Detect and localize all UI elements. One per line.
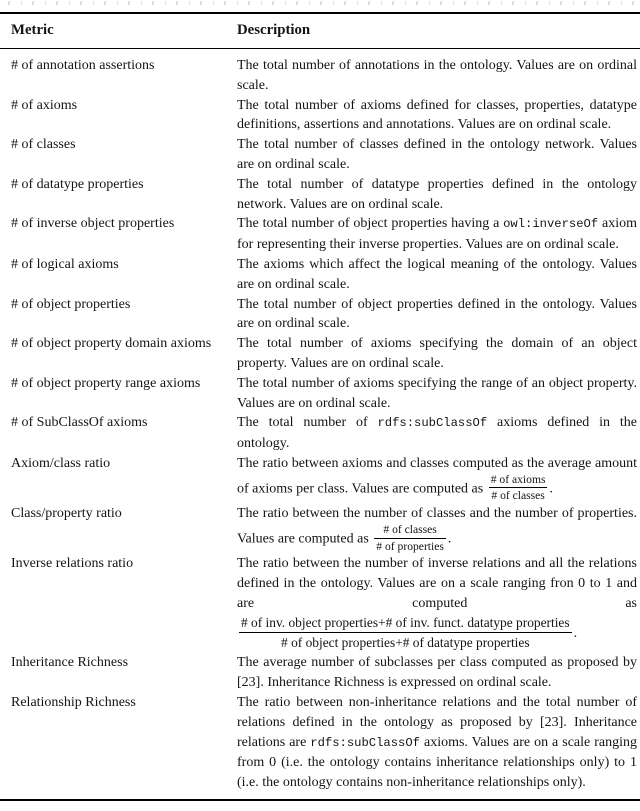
table-row bbox=[0, 255, 640, 295]
description-cell: The ratio between the number of classes and the number of properties. Values are computed as $\frac{\text{\# of classes}}{\text{\# of properties}}$ . bbox=[237, 506, 637, 553]
description-cell: The total number of annotations in the ontology. Values are on ordinal scale. bbox=[237, 58, 637, 93]
code-term: rdfs:subClassOf bbox=[377, 416, 488, 431]
metric-cell: # of SubClassOf axioms bbox=[11, 415, 148, 431]
table-row bbox=[0, 175, 640, 215]
table-row bbox=[0, 374, 640, 414]
description-cell: The average number of subclasses per class computed as proposed by [23]. Inheritance Richness is expressed on ordinal scale. bbox=[237, 655, 637, 691]
description-column-header: Description bbox=[237, 13, 640, 49]
fraction-numerator: # of classes bbox=[374, 523, 446, 539]
description-cell: The ratio between axioms and classes computed as the average amount of axioms per class. Values are computed as $\frac{\text{\# of axioms}}{\text{\# of classes}}$ . bbox=[237, 455, 637, 503]
cropped-caption-fragment bbox=[8, 1, 634, 5]
description-cell: The ratio between non-inheritance relations and the total number of relations defined in the ontology as proposed by [23]. Inheritance relations are rdfs:subClassOf axioms. Values are on a scale ranging from 0 (i.e. the ontology contains inheritance relationships only) to 1 (i.e. the ontology contains non-inheritance relationships only). bbox=[237, 695, 638, 791]
table-row bbox=[0, 135, 640, 175]
metric-column-header: Metric bbox=[0, 13, 237, 49]
metric-cell: Inheritance Richness bbox=[11, 655, 129, 671]
table-row bbox=[0, 504, 640, 554]
metric-cell: # of logical axioms bbox=[11, 256, 119, 272]
description-cell: The total number of axioms specifying the domain of an object property. Values are on ordinal scale. bbox=[237, 336, 637, 371]
metric-cell: # of object properties bbox=[11, 296, 131, 312]
table-row bbox=[0, 554, 640, 653]
table-row bbox=[0, 454, 640, 504]
description-cell: The total number of axioms defined for classes, properties, datatype definitions, assertions and annotations. Values are on ordinal scale. bbox=[237, 97, 637, 133]
table-row bbox=[0, 413, 640, 454]
metric-cell: Relationship Richness bbox=[11, 695, 136, 711]
metric-cell: # of annotation assertions bbox=[11, 58, 155, 73]
metric-cell: # of object property domain axioms bbox=[11, 336, 212, 352]
table-row bbox=[0, 295, 640, 335]
table-body bbox=[0, 49, 640, 801]
table-header bbox=[0, 13, 640, 49]
metric-cell: # of datatype properties bbox=[11, 176, 144, 192]
description-cell: The total number of object properties having a owl:inverseOf axiom for representing their inverse properties. Values are on ordinal scale. bbox=[237, 216, 637, 253]
metric-cell: # of classes bbox=[11, 137, 76, 153]
header-row bbox=[0, 13, 640, 49]
metric-cell: Inverse relations ratio bbox=[11, 556, 134, 572]
fraction bbox=[374, 523, 446, 553]
table-row bbox=[0, 693, 640, 800]
table-row bbox=[0, 49, 640, 96]
table-row bbox=[0, 96, 640, 136]
table-row bbox=[0, 653, 640, 693]
description-cell: The axioms which affect the logical meaning of the ontology. Values are on ordinal scale. bbox=[237, 256, 637, 292]
fraction-denominator: # of object properties+# of datatype properties bbox=[281, 635, 530, 651]
code-term: owl:inverseOf bbox=[503, 217, 599, 232]
metric-cell: # of inverse object properties bbox=[11, 216, 175, 232]
fraction-denominator: # of properties bbox=[376, 539, 444, 553]
metrics-table bbox=[0, 12, 640, 801]
description-cell: The ratio between the number of inverse relations and all the relations defined in the ontology. Values are on a scale ranging fron 0 to 1 and are computed as # of inv. object properties+# of inv. funct. datatype properties # of object properties+# of datatype properties . bbox=[237, 556, 637, 651]
fraction-numerator: # of inv. object properties+# of inv. funct. datatype properties bbox=[239, 614, 572, 633]
fraction-numerator: # of axioms bbox=[489, 473, 548, 489]
fraction bbox=[239, 614, 572, 652]
code-term: rdfs:subClassOf bbox=[310, 735, 420, 750]
fraction bbox=[489, 473, 548, 503]
metric-cell: # of axioms bbox=[11, 97, 78, 113]
metric-cell: Axiom/class ratio bbox=[11, 455, 111, 471]
description-cell: The total number of rdfs:subClassOf axioms defined in the ontology. bbox=[237, 415, 637, 452]
metric-cell: Class/property ratio bbox=[11, 506, 122, 522]
description-cell: The total number of classes defined in the ontology network. Values are on ordinal scale. bbox=[237, 137, 637, 172]
description-cell: The total number of axioms specifying the range of an object property. Values are on ordinal scale. bbox=[237, 375, 637, 411]
description-cell: The total number of datatype properties defined in the ontology network. Values are on ordinal scale. bbox=[237, 176, 637, 212]
table-row bbox=[0, 214, 640, 255]
metric-cell: # of object property range axioms bbox=[11, 375, 201, 391]
fraction-denominator: # of classes bbox=[491, 489, 545, 503]
table-row bbox=[0, 334, 640, 374]
description-cell: The total number of object properties defined in the ontology. Values are on ordinal scale. bbox=[237, 296, 637, 332]
